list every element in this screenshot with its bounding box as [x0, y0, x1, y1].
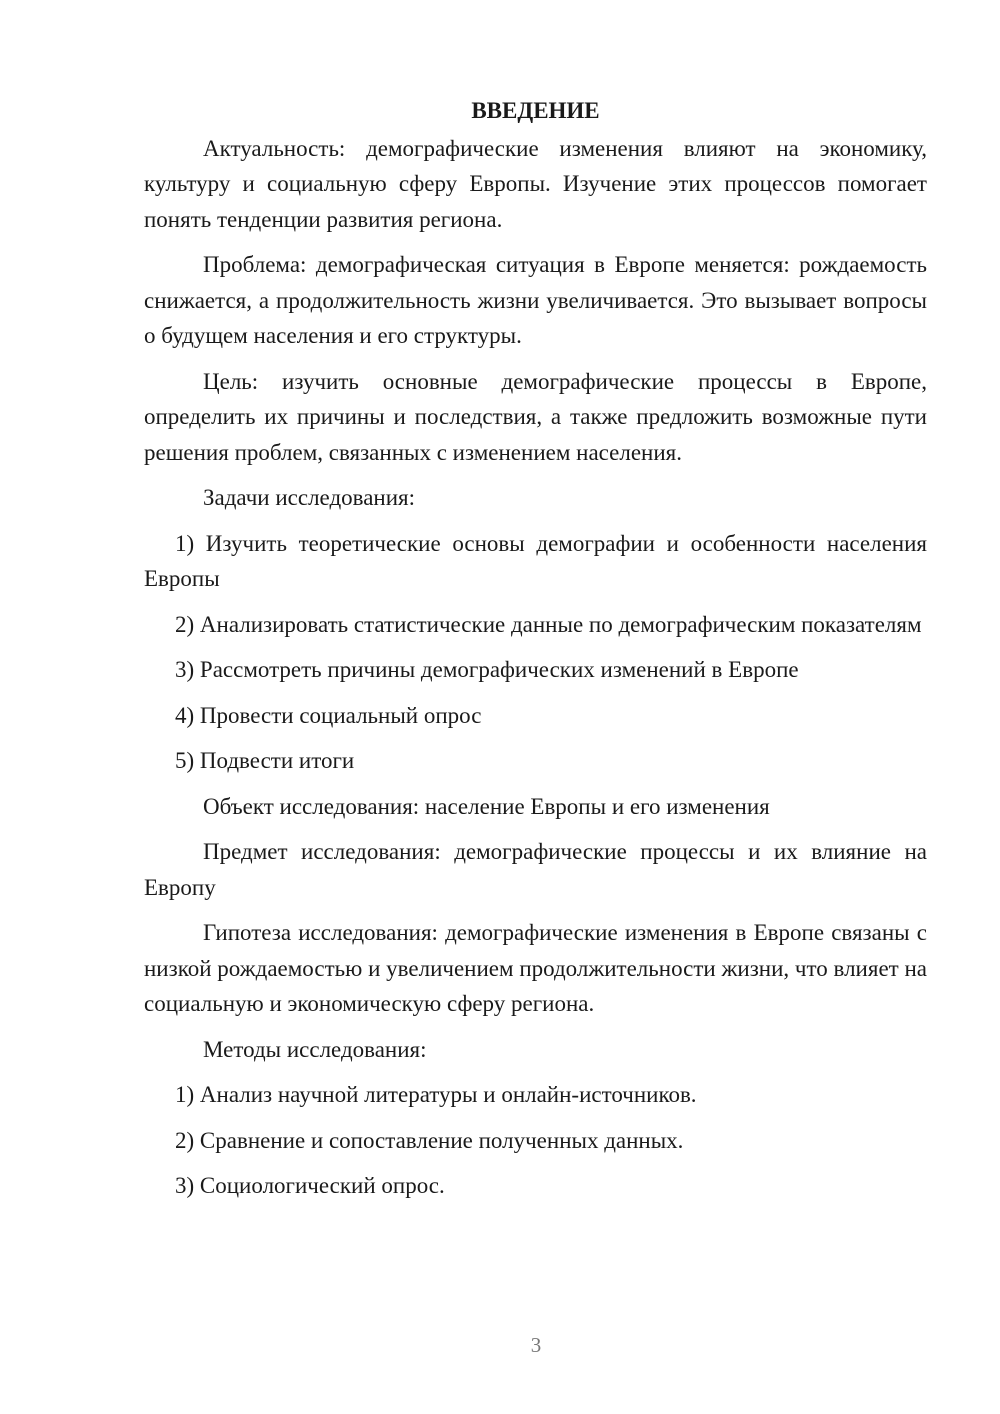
page-content: [144, 93, 927, 1214]
task-item: 5) Подвести итоги: [175, 748, 355, 773]
hypothesis-paragraph: Гипотеза исследования: демографические изменения в Европе связаны с низкой рождаемостью и увеличением продолжительности жизни, что влияет на социальную и экономическую сферу региона.: [144, 920, 927, 1016]
task-item: 2) Анализировать статистические данные по демографическим показателям: [175, 611, 922, 637]
task-item: 3) Рассмотреть причины демографических изменений в Европе: [175, 657, 799, 682]
method-item: 2) Сравнение и сопоставление полученных данных.: [175, 1127, 684, 1153]
task-item: 1) Изучить теоретические основы демографии и особенности населения Европы: [144, 530, 927, 591]
page-number: 3: [530, 1333, 542, 1357]
tasks-heading: Задачи исследования:: [203, 485, 416, 510]
object-paragraph: Объект исследования: население Европы и его изменения: [203, 793, 770, 819]
goal-paragraph: Цель: изучить основные демографические процессы в Европе, определить их причины и последствия, а также предложить возможные пути решения проблем, связанных с изменением населения.: [144, 368, 927, 465]
methods-heading: Методы исследования:: [203, 1036, 427, 1062]
method-item: 3) Социологический опрос.: [175, 1173, 445, 1198]
relevance-paragraph: Актуальность: демографические изменения влияют на экономику, культуру и социальную сферу Европы. Изучение этих процессов помогает понять тенденции развития региона.: [144, 135, 927, 232]
page-title: ВВЕДЕНИЕ: [471, 98, 600, 123]
method-item: 1) Анализ научной литературы и онлайн-источников.: [175, 1082, 697, 1107]
task-item: 4) Провести социальный опрос: [175, 702, 482, 728]
subject-paragraph: Предмет исследования: демографические процессы и их влияние на Европу: [144, 839, 927, 900]
problem-paragraph: Проблема: демографическая ситуация в Европе меняется: рождаемость снижается, а продолжительность жизни увеличивается. Это вызывает вопросы о будущем населения и его структуры.: [144, 252, 927, 348]
